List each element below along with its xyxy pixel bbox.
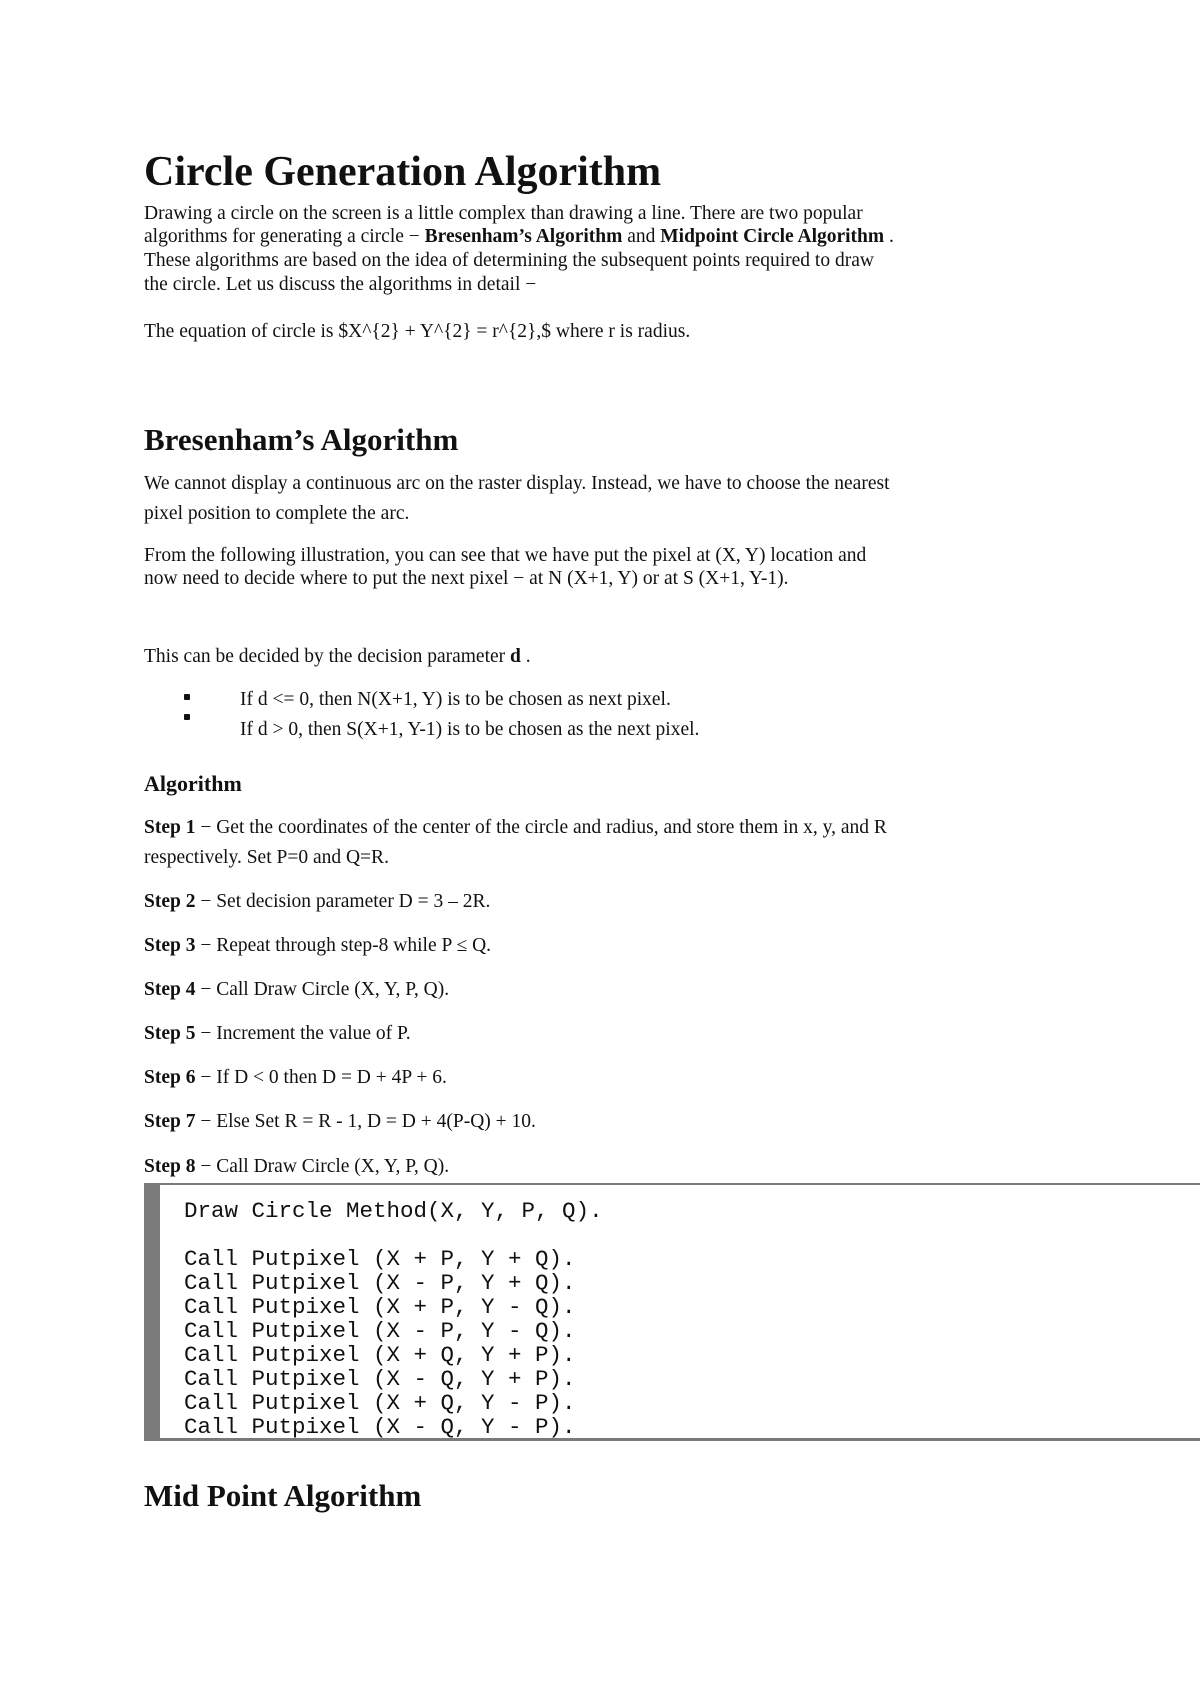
code-line: Call Putpixel (X - P, Y - Q). [184, 1318, 576, 1344]
code-line: Call Putpixel (X - Q, Y + P). [184, 1366, 576, 1392]
code-block [144, 1183, 1200, 1441]
step-label: Step 4 [144, 979, 196, 1000]
step-label: Step 2 [144, 891, 196, 912]
code-line: Call Putpixel (X - Q, Y - P). [184, 1414, 576, 1440]
step-text: − Set decision parameter D = 3 – 2R. [195, 891, 491, 912]
bresenham-p1-line-2: pixel position to complete the arc. [144, 503, 410, 524]
decision-param: d [510, 646, 521, 667]
intro-line-2-mid: and [622, 226, 661, 247]
step-text: − Call Draw Circle (X, Y, P, Q). [195, 979, 450, 1000]
intro-line-2 [144, 225, 894, 249]
step-text: − Repeat through step-8 while P ≤ Q. [195, 935, 492, 956]
decision-post: . [520, 646, 531, 667]
step-label: Step 6 [144, 1067, 196, 1088]
step-label: Step 1 [144, 817, 196, 838]
step-3 [144, 934, 491, 958]
step-text: − Call Draw Circle (X, Y, P, Q). [195, 1156, 450, 1177]
step-7 [144, 1110, 536, 1134]
step-5 [144, 1022, 411, 1046]
bresenham-p1-line-1: We cannot display a continuous arc on the raster display. Instead, we have to choose the nearest [144, 473, 890, 494]
decision-pre: This can be decided by the decision parameter [144, 646, 511, 667]
code-line: Call Putpixel (X + P, Y + Q). [184, 1246, 576, 1272]
step-1 [144, 816, 887, 840]
step-label: Step 3 [144, 935, 196, 956]
intro-line-4: the circle. Let us discuss the algorithms in detail − [144, 274, 537, 295]
midpoint-term: Midpoint Circle Algorithm [660, 226, 885, 247]
step-2 [144, 890, 490, 914]
step-text: − Increment the value of P. [195, 1023, 411, 1044]
intro-line-3: These algorithms are based on the idea of determining the subsequent points required to draw [144, 250, 874, 271]
bullet-item-1: If d <= 0, then N(X+1, Y) is to be chosen as next pixel. [240, 689, 671, 710]
code-line: Call Putpixel (X - P, Y + Q). [184, 1270, 576, 1296]
document-page [144, 0, 1200, 1698]
bullet-icon [184, 694, 190, 700]
step-text: − Get the coordinates of the center of the circle and radius, and store them in x, y, and R [195, 817, 887, 838]
algorithm-heading: Algorithm [144, 771, 242, 796]
code-line: Draw Circle Method(X, Y, P, Q). [184, 1198, 603, 1224]
intro-line-2-post: . [884, 226, 894, 247]
step-text: − If D < 0 then D = D + 4P + 6. [195, 1067, 447, 1088]
bresenham-p2-line-1: From the following illustration, you can see that we have put the pixel at (X, Y) location and [144, 545, 867, 566]
midpoint-heading: Mid Point Algorithm [144, 1478, 422, 1513]
step-label: Step 7 [144, 1111, 196, 1132]
code-line: Call Putpixel (X + P, Y - Q). [184, 1294, 576, 1320]
step-6 [144, 1066, 447, 1090]
intro-line-1: Drawing a circle on the screen is a little complex than drawing a line. There are two popular [144, 203, 863, 224]
step-label: Step 8 [144, 1156, 196, 1177]
bullet-item-2: If d > 0, then S(X+1, Y-1) is to be chosen as the next pixel. [240, 719, 700, 740]
step-text: − Else Set R = R - 1, D = D + 4(P-Q) + 10. [195, 1111, 536, 1132]
step-8 [144, 1155, 449, 1179]
bresenham-term: Bresenham’s Algorithm [424, 226, 623, 247]
intro-line-2-pre: algorithms for generating a circle − [144, 226, 425, 247]
step-4 [144, 978, 449, 1002]
decision-text [144, 645, 531, 669]
bresenham-heading: Bresenham’s Algorithm [144, 422, 459, 457]
step-label: Step 5 [144, 1023, 196, 1044]
step-1-cont: respectively. Set P=0 and Q=R. [144, 847, 389, 868]
bresenham-p2-line-2: now need to decide where to put the next pixel − at N (X+1, Y) or at S (X+1, Y-1). [144, 568, 789, 589]
code-line: Call Putpixel (X + Q, Y + P). [184, 1342, 576, 1368]
page-title: Circle Generation Algorithm [144, 149, 662, 195]
code-line: Call Putpixel (X + Q, Y - P). [184, 1390, 576, 1416]
equation-text: The equation of circle is $X^{2} + Y^{2} = r^{2},$ where r is radius. [144, 321, 691, 342]
bullet-icon [184, 714, 190, 720]
